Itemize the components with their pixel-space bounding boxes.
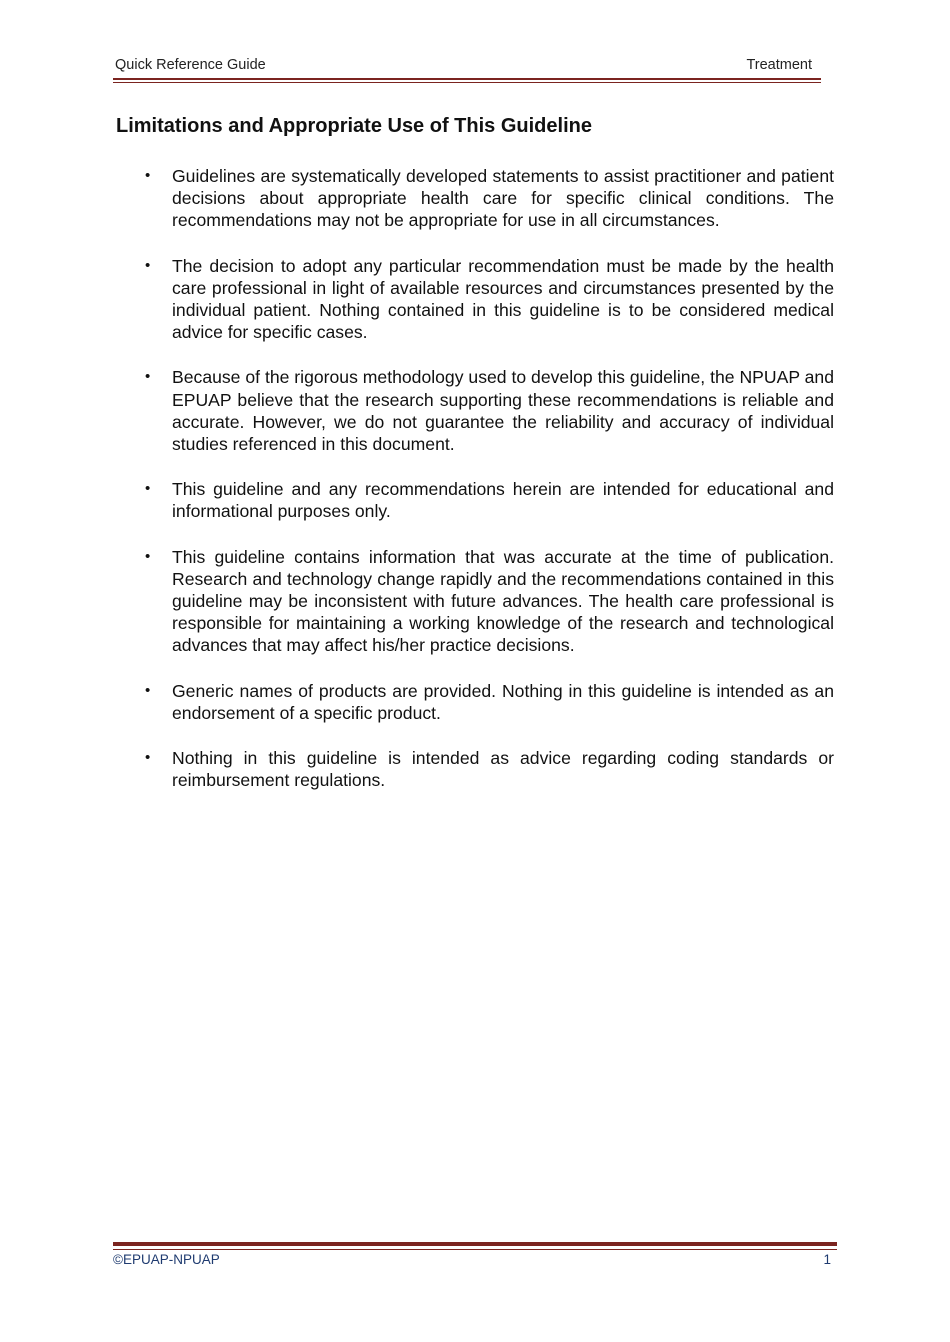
page-number: 1 — [823, 1252, 831, 1267]
list-item — [142, 255, 834, 344]
bullet-icon: • — [145, 167, 151, 184]
bullet-icon: • — [145, 256, 151, 274]
header-rule-thin — [113, 82, 821, 83]
bullet-icon: • — [145, 480, 151, 498]
list-item — [142, 680, 834, 724]
bullet-icon: • — [145, 749, 151, 767]
page-title: Limitations and Appropriate Use of This Guideline — [116, 115, 592, 137]
list-item — [142, 478, 834, 522]
list-item — [142, 546, 834, 657]
footer-rule-thin — [113, 1249, 837, 1250]
bullet-icon: • — [145, 681, 151, 699]
header-section-name: Treatment — [746, 57, 812, 73]
list-item-text: Guidelines are systematically developed statements to assist practitioner and patient decisions about appropriate health care for specific clinical conditions. The recommendations may not be appropriate for use in all circumstances. — [172, 166, 834, 231]
page-header — [115, 57, 821, 77]
footer-copyright: ©EPUAP-NPUAP — [113, 1252, 220, 1267]
limitations-list — [142, 165, 834, 814]
list-item-text: Generic names of products are provided. Nothing in this guideline is intended as an endorsement of a specific product. — [172, 680, 834, 723]
bullet-icon: • — [145, 368, 151, 386]
bullet-icon: • — [145, 547, 151, 565]
list-item — [142, 366, 834, 455]
header-rule — [113, 78, 821, 80]
list-item-text: Nothing in this guideline is intended as advice regarding coding standards or reimbursement regulations. — [172, 748, 834, 791]
header-document-title: Quick Reference Guide — [115, 57, 266, 73]
list-item — [142, 165, 834, 232]
footer-rule — [113, 1242, 837, 1246]
list-item-text: Because of the rigorous methodology used to develop this guideline, the NPUAP and EPUAP believe that the research supporting these recommendations is reliable and accurate. However, we do not guarantee the reliability and accuracy of individual studies referenced in this document. — [172, 367, 834, 455]
list-item-text: This guideline and any recommendations herein are intended for educational and informational purposes only. — [172, 479, 834, 522]
list-item-text: The decision to adopt any particular recommendation must be made by the health care professional in light of available resources and circumstances presented by the individual patient. Nothing contained in this guideline is to be considered medical advice for specific cases. — [172, 255, 834, 343]
list-item-text: This guideline contains information that was accurate at the time of publication. Research and technology change rapidly and the recommendations contained in this guideline may be inconsistent with future advances. The health care professional is responsible for maintaining a working knowledge of the research and technological advances that may affect his/her practice decisions. — [172, 546, 834, 656]
list-item — [142, 747, 834, 791]
